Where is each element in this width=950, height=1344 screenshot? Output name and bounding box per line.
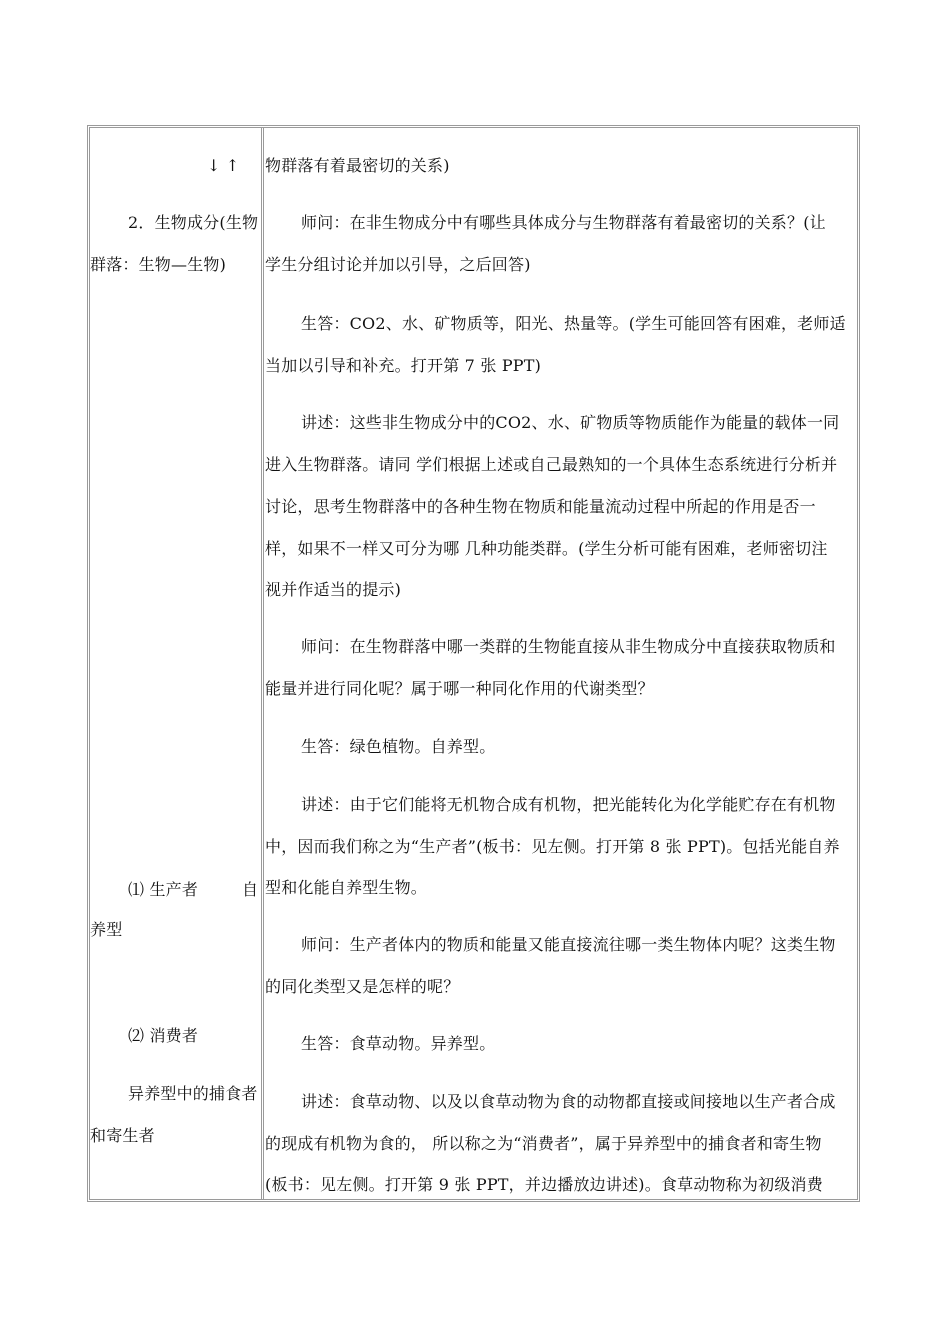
text-line: 视并作适当的提示) — [265, 580, 402, 599]
text-line: 的现成有机物为食的， 所以称之为“消费者”，属于异养型中的捕食者和寄生物 — [265, 1134, 822, 1153]
consumer-sub-label-cont: 和寄生者 — [90, 1126, 155, 1145]
text-line: 型和化能自养型生物。 — [265, 878, 428, 897]
biotic-component-label: 2．生物成分(生物 — [128, 213, 259, 232]
producer-label-cont: 养型 — [90, 920, 123, 939]
text-line: 当加以引导和补充。打开第 7 张 PPT) — [265, 356, 542, 375]
text-line: 的同化类型又是怎样的呢？ — [265, 977, 460, 996]
producer-label-end: 自 — [242, 880, 259, 899]
biotic-component-label-cont: 群落：生物—生物) — [90, 255, 227, 274]
text-line: 讨论，思考生物群落中的各种生物在物质和能量流动过程中所起的作用是否一 — [265, 497, 816, 516]
flow-arrows: ↓ ↑ — [207, 156, 240, 175]
consumer-label: ⑵ 消费者 — [128, 1026, 199, 1045]
text-line: 讲述：由于它们能将无机物合成有机物，把光能转化为化学能贮存在有机物 — [301, 795, 836, 814]
text-line: 生答：CO2、水、矿物质等，阳光、热量等。(学生可能回答有困难，老师适 — [301, 314, 846, 333]
text-line: 样，如果不一样又可分为哪 几种功能类群。(学生分析可能有困难，老师密切注 — [265, 539, 828, 558]
text-line: 生答：绿色植物。自养型。 — [301, 737, 496, 756]
text-line: 讲述：这些非生物成分中的CO2、水、矿物质等物质能作为能量的载体一同 — [301, 413, 840, 432]
text-line: 讲述：食草动物、以及以食草动物为食的动物都直接或间接地以生产者合成 — [301, 1092, 836, 1111]
column-divider — [261, 128, 264, 1199]
text-line: 物群落有着最密切的关系) — [265, 156, 450, 175]
text-line: 师问：在非生物成分中有哪些具体成分与生物群落有着最密切的关系？(让 — [301, 213, 826, 232]
text-line: 生答：食草动物。异养型。 — [301, 1034, 496, 1053]
text-line: (板书：见左侧。打开第 9 张 PPT，并边播放边讲述)。食草动物称为初级消费 — [265, 1175, 823, 1194]
text-line: 中，因而我们称之为“生产者”(板书：见左侧。打开第 8 张 PPT)。包括光能自养 — [265, 837, 840, 856]
text-line: 能量并进行同化呢？属于哪一种同化作用的代谢类型？ — [265, 679, 654, 698]
text-line: 师问：生产者体内的物质和能量又能直接流往哪一类生物体内呢？这类生物 — [301, 935, 836, 954]
text-line: 学生分组讨论并加以引导，之后回答) — [265, 255, 531, 274]
consumer-sub-label: 异养型中的捕食者 — [128, 1084, 258, 1103]
text-line: 师问：在生物群落中哪一类群的生物能直接从非生物成分中直接获取物质和 — [301, 637, 836, 656]
text-line: 进入生物群落。请同 学们根据上述或自己最熟知的一个具体生态系统进行分析并 — [265, 455, 838, 474]
producer-label: ⑴ 生产者 — [128, 880, 199, 899]
